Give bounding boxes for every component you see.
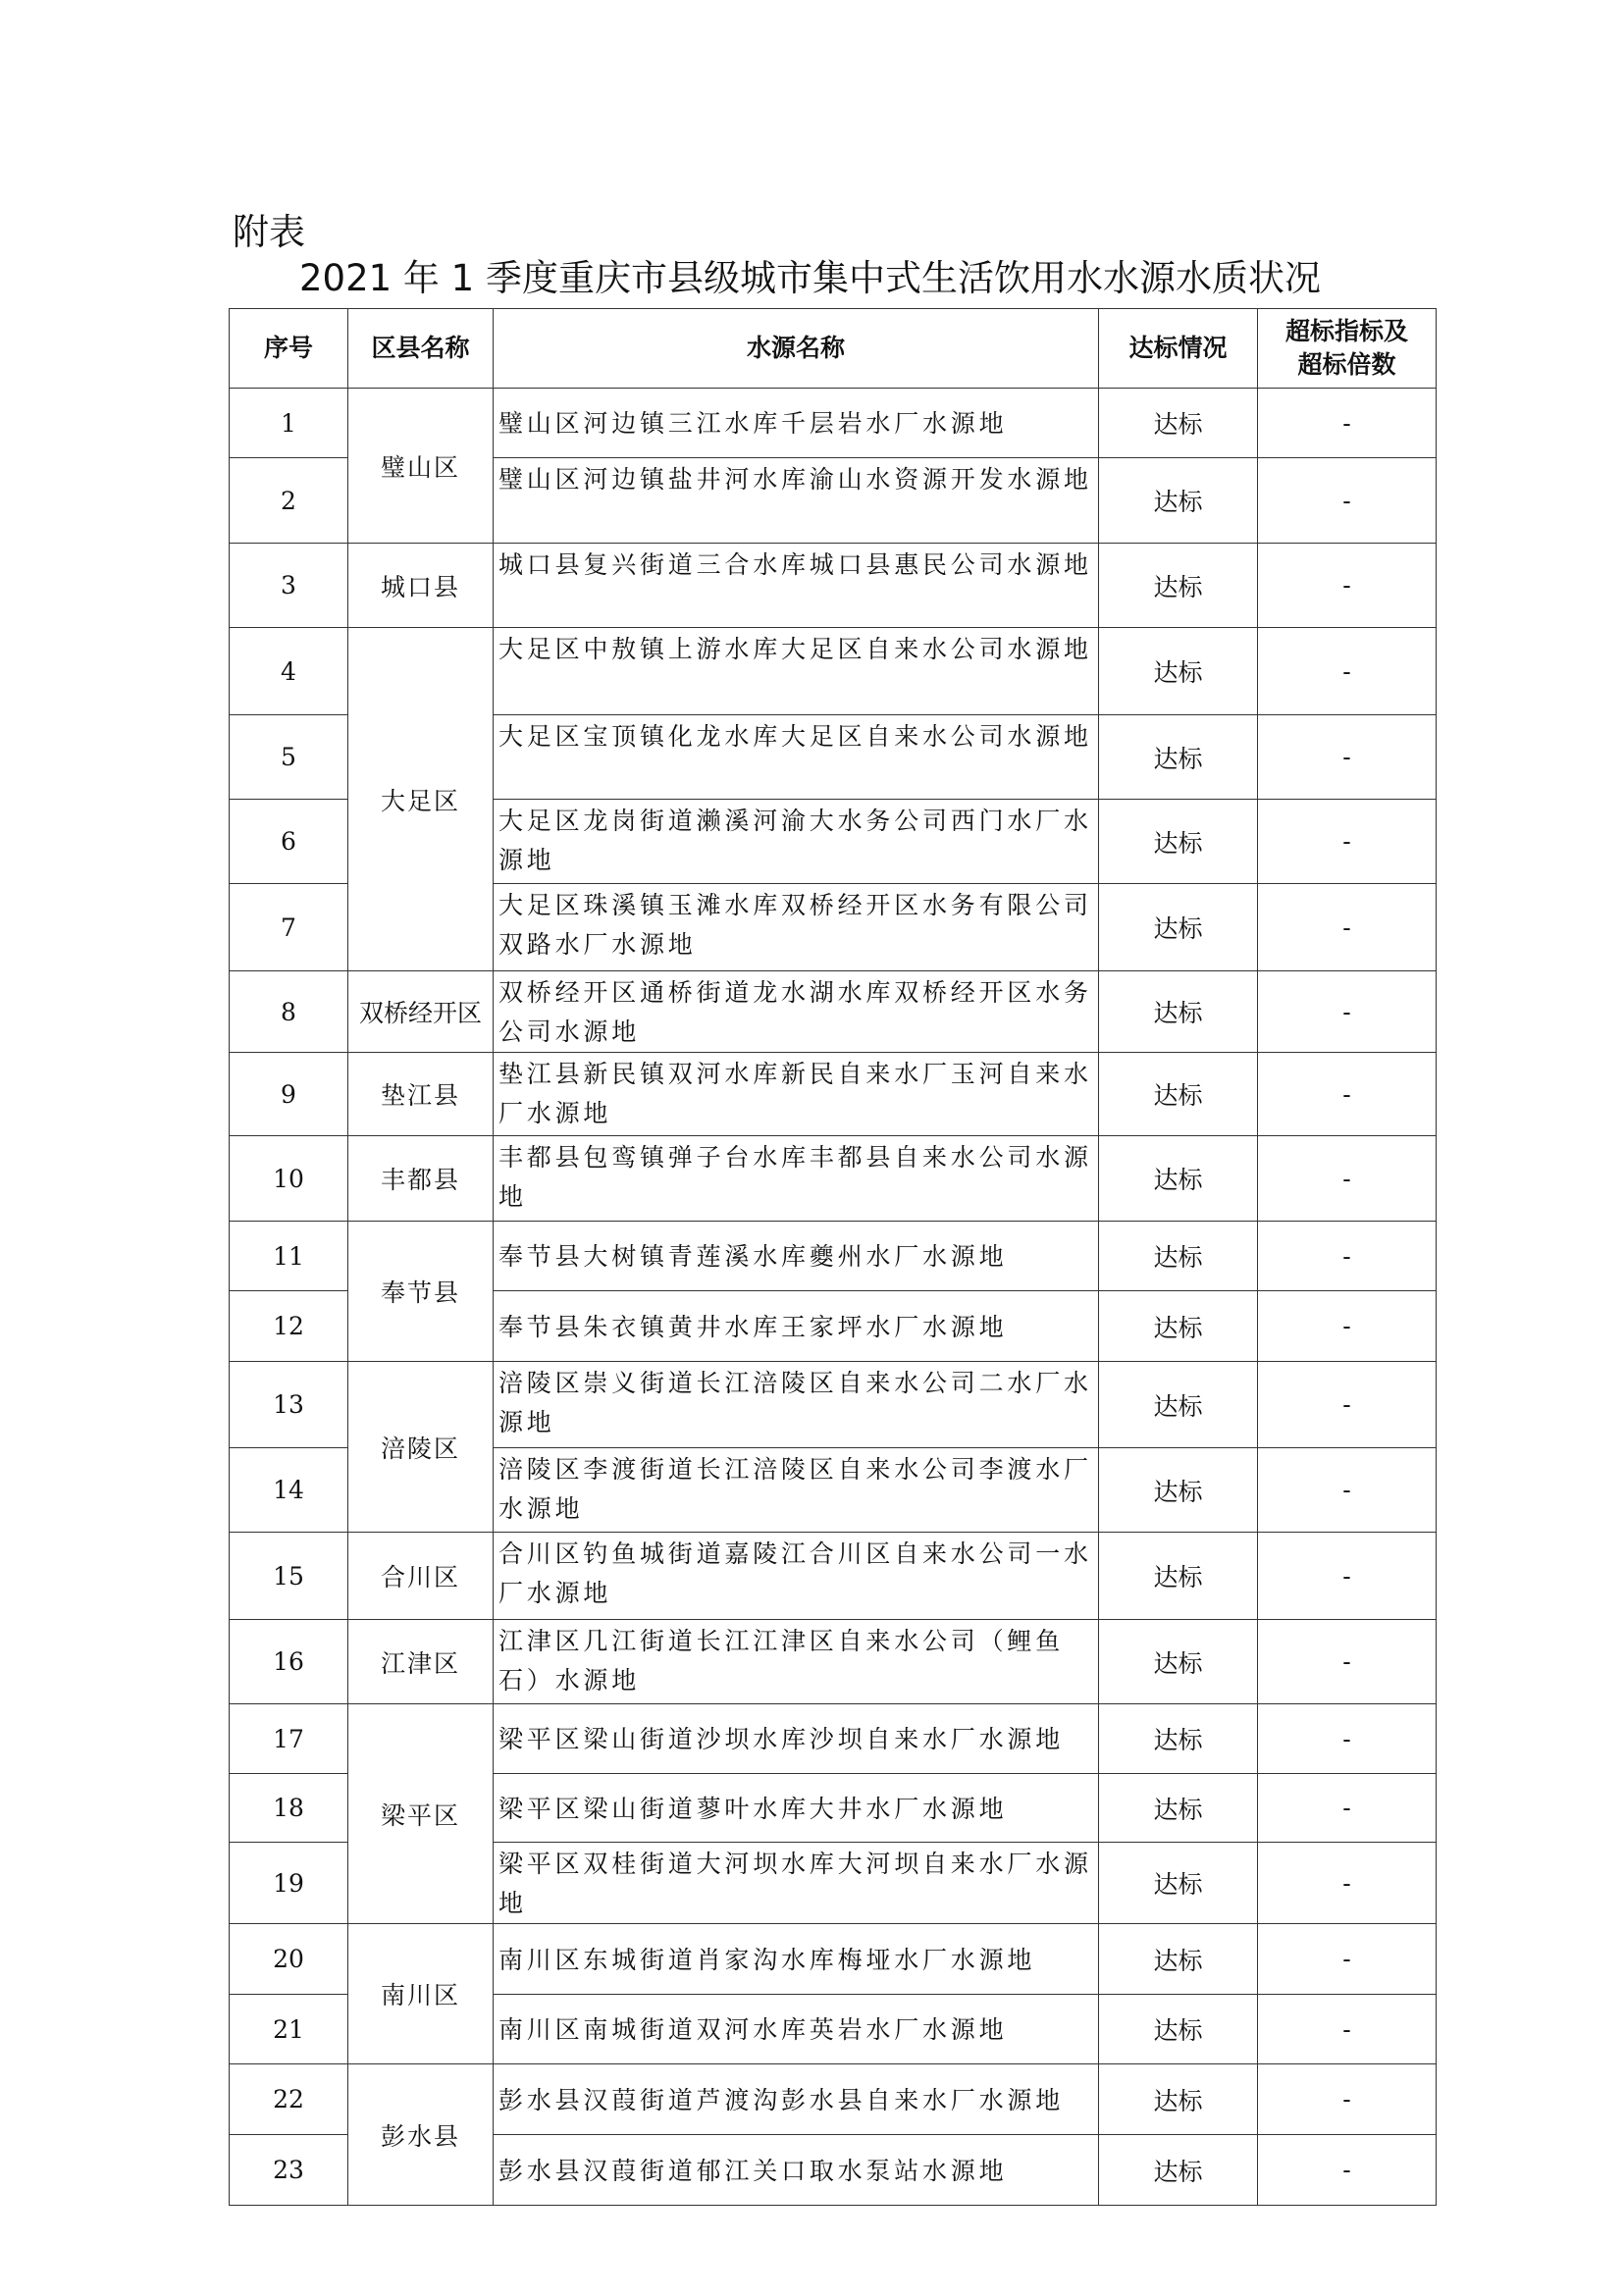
exceed-cell: - <box>1258 971 1437 1053</box>
exceed-cell: - <box>1258 1843 1437 1924</box>
status-cell: 达标 <box>1099 544 1258 628</box>
exceed-cell: - <box>1258 715 1437 800</box>
district-cell: 奉节县 <box>348 1222 494 1362</box>
source-name: 城口县复兴街道三合水库城口县惠民公司水源地 <box>494 544 1099 628</box>
document-title: 2021 年 1 季度重庆市县级城市集中式生活饮用水水源水质状况 <box>299 257 1321 299</box>
row-no: 4 <box>230 628 348 715</box>
row-no: 23 <box>230 2135 348 2206</box>
row-no: 12 <box>230 1291 348 1362</box>
source-name: 涪陵区崇义街道长江涪陵区自来水公司二水厂水源地 <box>494 1362 1099 1448</box>
source-name: 垫江县新民镇双河水库新民自来水厂玉河自来水厂水源地 <box>494 1053 1099 1136</box>
status-cell: 达标 <box>1099 389 1258 458</box>
row-no: 21 <box>230 1995 348 2064</box>
exceed-cell: - <box>1258 1222 1437 1291</box>
row-no: 6 <box>230 800 348 884</box>
district-cell: 梁平区 <box>348 1704 494 1924</box>
district-cell: 大足区 <box>348 628 494 971</box>
table-row <box>230 1053 1437 1136</box>
table-row <box>230 1620 1437 1704</box>
header-exceed-line1: 超标指标及 <box>1284 317 1408 345</box>
source-name: 丰都县包鸾镇弹子台水库丰都县自来水公司水源地 <box>494 1136 1099 1222</box>
status-cell: 达标 <box>1099 1774 1258 1843</box>
status-cell: 达标 <box>1099 884 1258 971</box>
row-no: 22 <box>230 2064 348 2135</box>
row-no: 2 <box>230 458 348 544</box>
header-exceed <box>1258 309 1437 389</box>
row-no: 10 <box>230 1136 348 1222</box>
source-name: 大足区龙岗街道濑溪河渝大水务公司西门水厂水源地 <box>494 800 1099 884</box>
table-row <box>230 1533 1437 1620</box>
district-cell: 合川区 <box>348 1533 494 1620</box>
header-source: 水源名称 <box>494 309 1099 389</box>
exceed-cell: - <box>1258 1924 1437 1995</box>
source-name: 双桥经开区通桥街道龙水湖水库双桥经开区水务公司水源地 <box>494 971 1099 1053</box>
source-name: 彭水县汉葭街道郁江关口取水泵站水源地 <box>494 2135 1099 2206</box>
district-cell: 丰都县 <box>348 1136 494 1222</box>
exceed-cell: - <box>1258 1362 1437 1448</box>
status-cell: 达标 <box>1099 1533 1258 1620</box>
table-row <box>230 1136 1437 1222</box>
status-cell: 达标 <box>1099 1448 1258 1533</box>
status-cell: 达标 <box>1099 1291 1258 1362</box>
status-cell: 达标 <box>1099 1843 1258 1924</box>
table-row <box>230 544 1437 628</box>
source-name: 大足区中敖镇上游水库大足区自来水公司水源地 <box>494 628 1099 715</box>
exceed-cell: - <box>1258 2064 1437 2135</box>
exceed-cell: - <box>1258 1053 1437 1136</box>
row-no: 8 <box>230 971 348 1053</box>
table-row <box>230 628 1437 715</box>
row-no: 3 <box>230 544 348 628</box>
header-no: 序号 <box>230 309 348 389</box>
row-no: 14 <box>230 1448 348 1533</box>
district-cell: 彭水县 <box>348 2064 494 2206</box>
row-no: 17 <box>230 1704 348 1774</box>
district-cell: 涪陵区 <box>348 1362 494 1533</box>
source-name: 奉节县朱衣镇黄井水库王家坪水厂水源地 <box>494 1291 1099 1362</box>
row-no: 5 <box>230 715 348 800</box>
source-name: 璧山区河边镇三江水库千层岩水厂水源地 <box>494 389 1099 458</box>
table-row <box>230 1924 1437 1995</box>
district-cell: 南川区 <box>348 1924 494 2064</box>
table-row <box>230 1362 1437 1448</box>
district-cell: 江津区 <box>348 1620 494 1704</box>
source-name: 大足区宝顶镇化龙水库大足区自来水公司水源地 <box>494 715 1099 800</box>
status-cell: 达标 <box>1099 1924 1258 1995</box>
exceed-cell: - <box>1258 458 1437 544</box>
source-name: 南川区东城街道肖家沟水库梅垭水厂水源地 <box>494 1924 1099 1995</box>
row-no: 7 <box>230 884 348 971</box>
table-header-row <box>230 309 1437 389</box>
status-cell: 达标 <box>1099 715 1258 800</box>
row-no: 1 <box>230 389 348 458</box>
status-cell: 达标 <box>1099 1704 1258 1774</box>
row-no: 18 <box>230 1774 348 1843</box>
table-row <box>230 1704 1437 1774</box>
row-no: 15 <box>230 1533 348 1620</box>
row-no: 13 <box>230 1362 348 1448</box>
status-cell: 达标 <box>1099 1362 1258 1448</box>
status-cell: 达标 <box>1099 1995 1258 2064</box>
table-row <box>230 2064 1437 2135</box>
exceed-cell: - <box>1258 1774 1437 1843</box>
status-cell: 达标 <box>1099 800 1258 884</box>
source-name: 梁平区梁山街道蓼叶水库大井水厂水源地 <box>494 1774 1099 1843</box>
exceed-cell: - <box>1258 1136 1437 1222</box>
exceed-cell: - <box>1258 1995 1437 2064</box>
source-name: 彭水县汉葭街道芦渡沟彭水县自来水厂水源地 <box>494 2064 1099 2135</box>
exceed-cell: - <box>1258 1533 1437 1620</box>
district-cell: 垫江县 <box>348 1053 494 1136</box>
source-name: 涪陵区李渡街道长江涪陵区自来水公司李渡水厂水源地 <box>494 1448 1099 1533</box>
source-name: 梁平区双桂街道大河坝水库大河坝自来水厂水源地 <box>494 1843 1099 1924</box>
table-row <box>230 1222 1437 1291</box>
status-cell: 达标 <box>1099 2064 1258 2135</box>
source-name: 南川区南城街道双河水库英岩水厂水源地 <box>494 1995 1099 2064</box>
row-no: 11 <box>230 1222 348 1291</box>
status-cell: 达标 <box>1099 2135 1258 2206</box>
exceed-cell: - <box>1258 1448 1437 1533</box>
header-district: 区县名称 <box>348 309 494 389</box>
exceed-cell: - <box>1258 1620 1437 1704</box>
attachment-label: 附表 <box>233 211 305 253</box>
source-name: 奉节县大树镇青莲溪水库夔州水厂水源地 <box>494 1222 1099 1291</box>
source-name: 大足区珠溪镇玉滩水库双桥经开区水务有限公司双路水厂水源地 <box>494 884 1099 971</box>
district-cell: 城口县 <box>348 544 494 628</box>
exceed-cell: - <box>1258 2135 1437 2206</box>
source-name: 梁平区梁山街道沙坝水库沙坝自来水厂水源地 <box>494 1704 1099 1774</box>
row-no: 19 <box>230 1843 348 1924</box>
status-cell: 达标 <box>1099 628 1258 715</box>
row-no: 20 <box>230 1924 348 1995</box>
table-row <box>230 971 1437 1053</box>
status-cell: 达标 <box>1099 1053 1258 1136</box>
status-cell: 达标 <box>1099 458 1258 544</box>
exceed-cell: - <box>1258 628 1437 715</box>
row-no: 9 <box>230 1053 348 1136</box>
header-exceed-line2: 超标倍数 <box>1297 350 1396 379</box>
status-cell: 达标 <box>1099 1222 1258 1291</box>
source-name: 璧山区河边镇盐井河水库渝山水资源开发水源地 <box>494 458 1099 544</box>
status-cell: 达标 <box>1099 971 1258 1053</box>
row-no: 16 <box>230 1620 348 1704</box>
status-cell: 达标 <box>1099 1136 1258 1222</box>
exceed-cell: - <box>1258 544 1437 628</box>
exceed-cell: - <box>1258 1704 1437 1774</box>
status-cell: 达标 <box>1099 1620 1258 1704</box>
exceed-cell: - <box>1258 800 1437 884</box>
table-row <box>230 389 1437 458</box>
district-cell: 双桥经开区 <box>348 971 494 1053</box>
exceed-cell: - <box>1258 389 1437 458</box>
exceed-cell: - <box>1258 1291 1437 1362</box>
source-name: 江津区几江街道长江江津区自来水公司（鲤鱼石）水源地 <box>494 1620 1099 1704</box>
water-quality-table <box>229 308 1437 2206</box>
district-cell: 璧山区 <box>348 389 494 544</box>
source-name: 合川区钓鱼城街道嘉陵江合川区自来水公司一水厂水源地 <box>494 1533 1099 1620</box>
exceed-cell: - <box>1258 884 1437 971</box>
header-status: 达标情况 <box>1099 309 1258 389</box>
